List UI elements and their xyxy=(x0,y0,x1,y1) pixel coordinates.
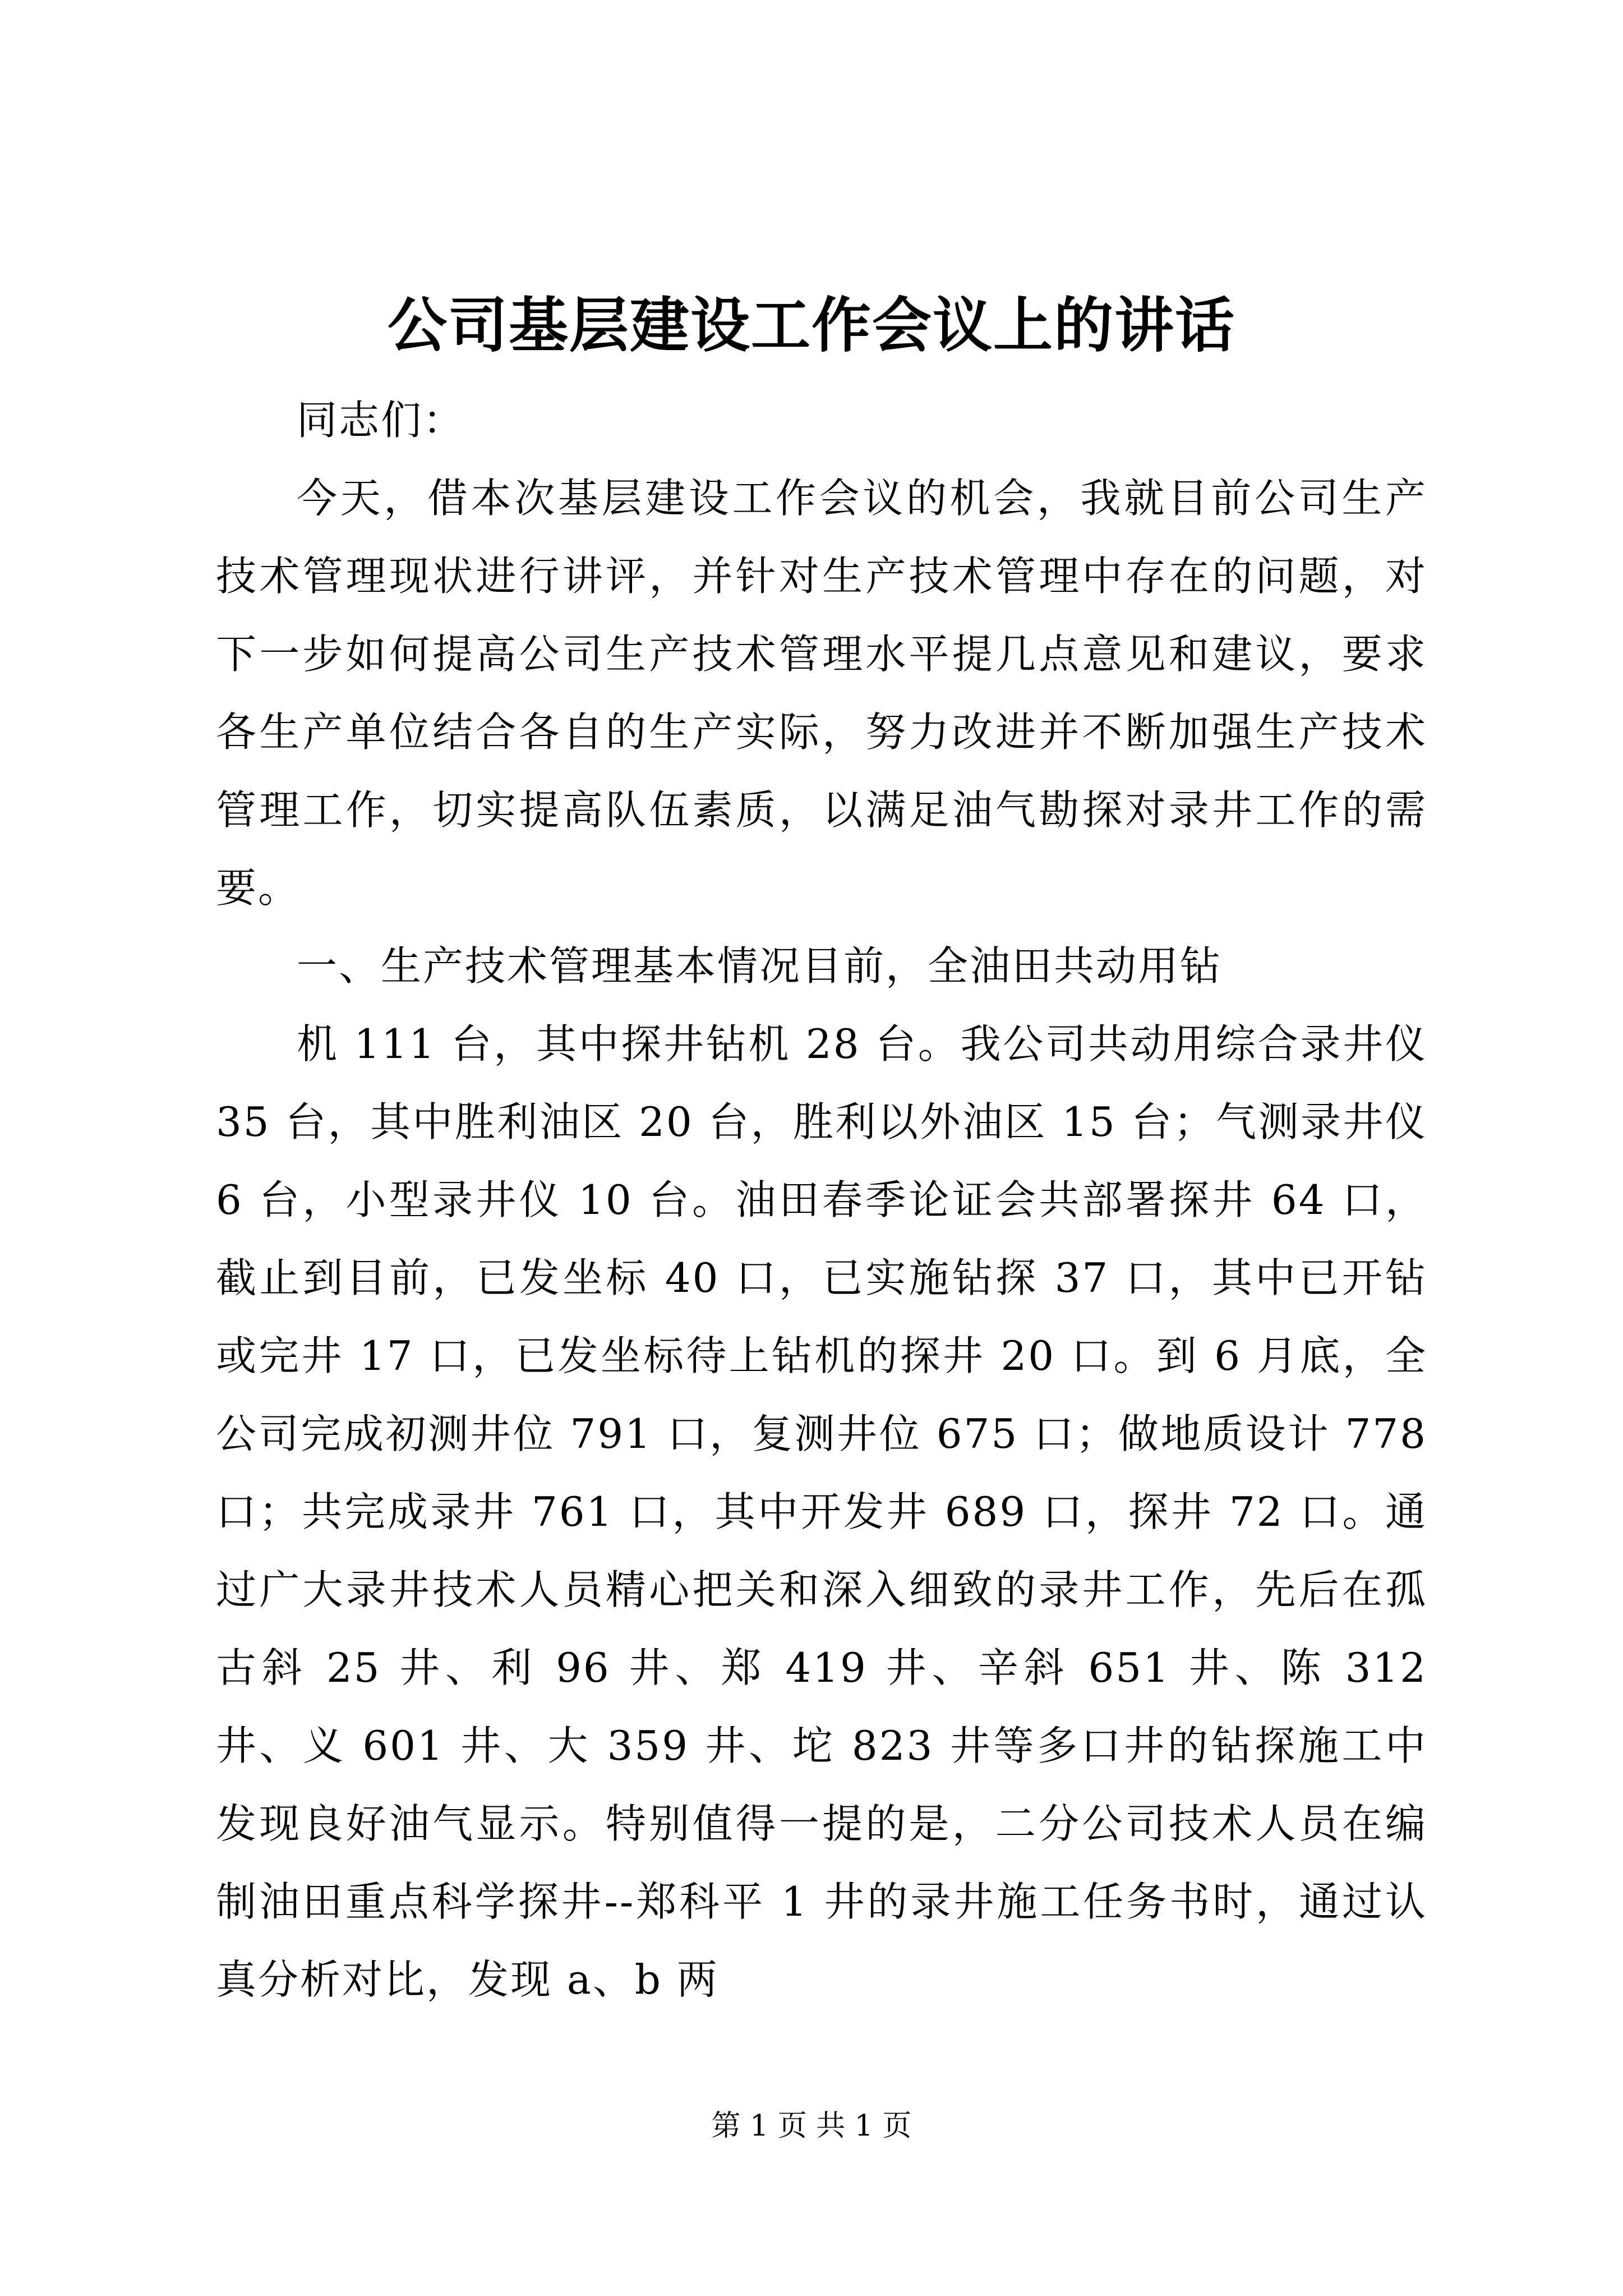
document-title: 公司基层建设工作会议上的讲话 xyxy=(388,290,1235,360)
page-footer: 第 1 页 共 1 页 xyxy=(711,2109,912,2143)
document-body xyxy=(216,381,1427,2019)
intro-paragraph: 今天，借本次基层建设工作会议的机会，我就目前公司生产技术管理现状进行讲评，并针对生产技术管理中存在的问题，对下一步如何提高公司生产技术管理水平提几点意见和建议，要求各生产单位结合各自的生产实际，努力改进并不断加强生产技术管理工作，切实提高队伍素质，以满足油气勘探对录井工作的需要。 xyxy=(216,475,1427,912)
greeting-paragraph: 同志们： xyxy=(297,397,465,444)
section-heading-paragraph: 一、生产技术管理基本情况目前，全油田共动用钻 xyxy=(297,942,1223,990)
statistics-paragraph: 机 111 台，其中探井钻机 28 台。我公司共动用综合录井仪 35 台，其中胜利油区 20 台，胜利以外油区 15 台；气测录井仪 6 台，小型录井仪 10 台。油田春季论证会共部署探井 64 口，截止到目前，已发坐标 40 口，已实施钻探 37 口，其中已开钻或完井 17 口，已发坐标待上钻机的探井 20 口。到 6 月底，全公司完成初测井位 791 口，复测井位 675 口；做地质设计 778 口；共完成录井 761 口，其中开发井 689 口，探井 72 口。通过广大录井技术人员精心把关和深入细致的录井工作，先后在孤古斜 25 井、利 96 井、郑 419 井、辛斜 651 井、陈 312 井、义 601 井、大 359 井、坨 823 井等多口井的钻探施工中发现良好油气显示。特别值得一提的是，二分公司技术人员在编制油田重点科学探井--郑科平 1 井的录井施工任务书时，通过认真分析对比，发现 a、b 两 xyxy=(216,1020,1427,2003)
